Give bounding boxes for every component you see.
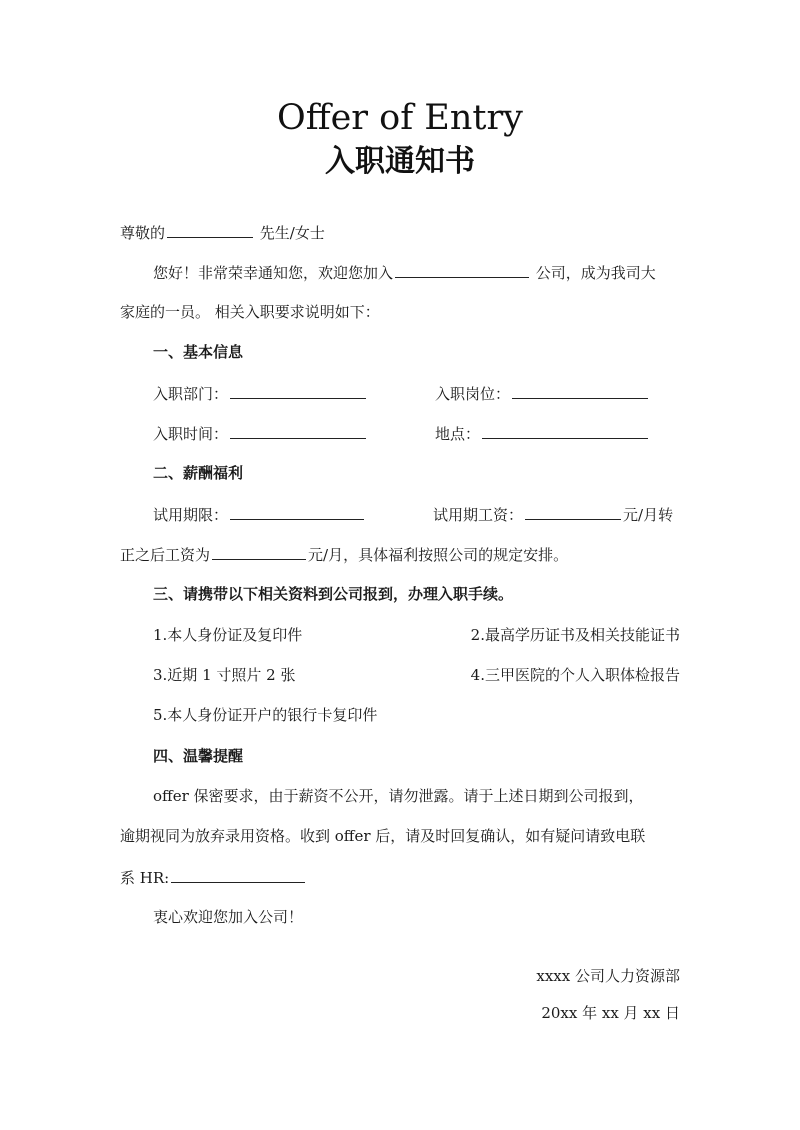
position-blank[interactable]: [512, 382, 648, 399]
date-label: 入职时间：: [153, 425, 229, 443]
location-label: 地点：: [435, 425, 481, 443]
title-chinese: 入职通知书: [325, 144, 475, 179]
reminder-line-2: 逾期视同为放弃录用资格。收到 offer 后，请及时回复确认，如有疑问请致电联: [120, 827, 646, 845]
section-3-heading: 三、请携带以下相关资料到公司报到，办理入职手续。: [153, 585, 514, 603]
section-2-heading: 二、薪酬福利: [153, 464, 244, 482]
salary-line-2-suffix: 元/月，具体福利按照公司的规定安排。: [308, 546, 569, 564]
intro-line-1-prefix: 您好！非常荣幸通知您，欢迎您加入: [153, 264, 394, 282]
section-4-heading: 四、温馨提醒: [153, 747, 244, 765]
department-field: [153, 382, 368, 405]
department-label: 入职部门：: [153, 385, 229, 403]
intro-line-2: 家庭的一员。 相关入职要求说明如下：: [120, 303, 380, 321]
position-field: [435, 382, 650, 405]
date-blank[interactable]: [230, 422, 366, 439]
department-blank[interactable]: [230, 382, 366, 399]
title-english: Offer of Entry: [277, 98, 523, 138]
signature-date: 20xx 年 xx 月 xx 日: [541, 1004, 680, 1022]
probation-label: 试用期限：: [153, 506, 229, 524]
document-item-1: 1.本人身份证及复印件: [153, 626, 303, 644]
probation-field: [153, 503, 366, 526]
location-field: [435, 422, 650, 445]
probation-blank[interactable]: [230, 503, 364, 520]
document-item-3: 3.近期 1 寸照片 2 张: [153, 666, 296, 684]
section-1-heading: 一、基本信息: [153, 343, 244, 361]
probation-salary-field: [433, 503, 673, 526]
intro-line-1: [153, 261, 713, 284]
date-field: [153, 422, 368, 445]
closing-line: 衷心欢迎您加入公司！: [153, 908, 304, 926]
salutation-prefix: 尊敬的: [120, 224, 166, 242]
hr-contact-blank[interactable]: [171, 866, 305, 883]
document-item-2: 2.最高学历证书及相关技能证书: [470, 626, 680, 644]
regular-salary-blank[interactable]: [212, 543, 306, 560]
location-blank[interactable]: [482, 422, 648, 439]
salutation-suffix: 先生/女士: [255, 224, 325, 242]
reminder-line-3: [120, 866, 680, 889]
salary-line-2-prefix: 正之后工资为: [120, 546, 211, 564]
document-item-4: 4.三甲医院的个人入职体检报告: [470, 666, 680, 684]
probation-salary-suffix: 元/月转: [623, 506, 674, 524]
name-blank[interactable]: [167, 221, 253, 238]
intro-line-1-suffix: 公司，成为我司大: [531, 264, 656, 282]
document-item-5: 5.本人身份证开户的银行卡复印件: [153, 706, 378, 724]
reminder-line-1: offer 保密要求，由于薪资不公开，请勿泄露。请于上述日期到公司报到，: [153, 787, 644, 805]
signature-department: xxxx 公司人力资源部: [536, 967, 680, 985]
salary-line-2: [120, 543, 680, 566]
hr-contact-label: 系 HR:: [120, 869, 170, 887]
probation-salary-label: 试用期工资：: [433, 506, 524, 524]
salutation-line: [120, 221, 680, 244]
company-blank[interactable]: [395, 261, 529, 278]
probation-salary-blank[interactable]: [525, 503, 621, 520]
position-label: 入职岗位：: [435, 385, 511, 403]
